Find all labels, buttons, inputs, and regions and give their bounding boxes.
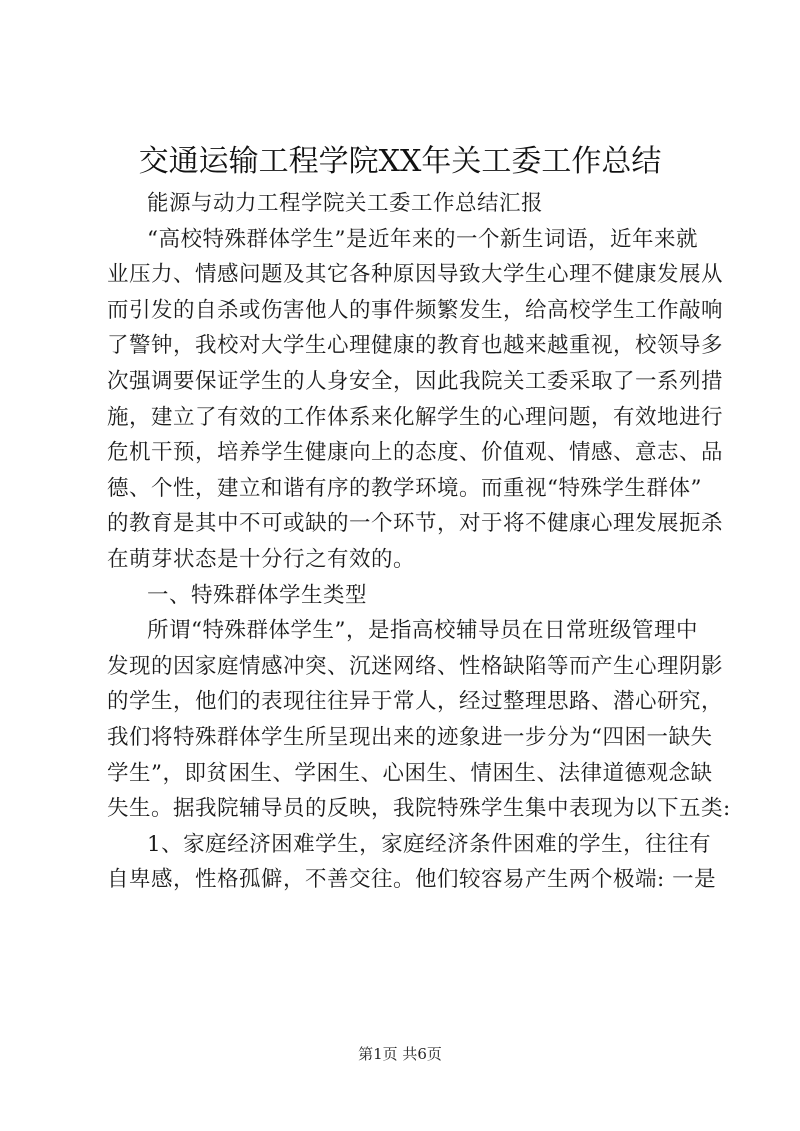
text-line: 施，建立了有效的工作体系来化解学生的心理问题，有效地进行 bbox=[107, 404, 724, 430]
text-line: 的学生，他们的表现往往异于常人，经过整理思路、潜心研究， bbox=[107, 689, 724, 715]
subtitle-line: 能源与动力工程学院关工委工作总结汇报 bbox=[147, 191, 544, 216]
document-title: 交通运输工程学院XX年关工委工作总结 bbox=[138, 144, 662, 179]
text-line: 次强调要保证学生的人身安全，因此我院关工委采取了一系列措 bbox=[107, 368, 724, 394]
text-line: 学生”，即贫困生、学困生、心困生、情困生、法律道德观念缺 bbox=[107, 760, 713, 786]
text-line: 1、家庭经济困难学生，家庭经济条件困难的学生，往往有 bbox=[147, 831, 712, 857]
text-line: 我们将特殊群体学生所呈现出来的迹象进一步分为“四困一缺失 bbox=[107, 724, 713, 750]
text-line: 而引发的自杀或伤害他人的事件频繁发生，给高校学生工作敲响 bbox=[107, 297, 724, 323]
text-line: 失生。据我院辅导员的反映，我院特殊学生集中表现为以下五类: bbox=[107, 796, 731, 822]
page-number-footer: 第1页 共6页 bbox=[358, 1045, 442, 1063]
text-line: 了警钟，我校对大学生心理健康的教育也越来越重视，校领导多 bbox=[107, 333, 724, 359]
section-heading: 一、特殊群体学生类型 bbox=[147, 582, 368, 608]
text-line: 业压力、情感问题及其它各种原因导致大学生心理不健康发展从 bbox=[107, 262, 724, 288]
text-line: 的教育是其中不可或缺的一个环节，对于将不健康心理发展扼杀 bbox=[107, 511, 724, 537]
text-line: 危机干预，培养学生健康向上的态度、价值观、情感、意志、品 bbox=[107, 440, 724, 466]
document-body bbox=[107, 186, 731, 898]
text-line: 发现的因家庭情感冲突、沉迷网络、性格缺陷等而产生心理阴影 bbox=[107, 653, 724, 679]
text-line: 所谓“特殊群体学生”，是指高校辅导员在日常班级管理中 bbox=[147, 618, 698, 644]
text-line: 在萌芽状态是十分行之有效的。 bbox=[107, 546, 416, 572]
text-line: 自卑感，性格孤僻，不善交往。他们较容易产生两个极端: 一是 bbox=[107, 867, 717, 893]
text-line: “高校特殊群体学生”是近年来的一个新生词语，近年来就 bbox=[147, 226, 698, 252]
text-line: 德、个性，建立和谐有序的教学环境。而重视“特殊学生群体” bbox=[107, 475, 702, 501]
